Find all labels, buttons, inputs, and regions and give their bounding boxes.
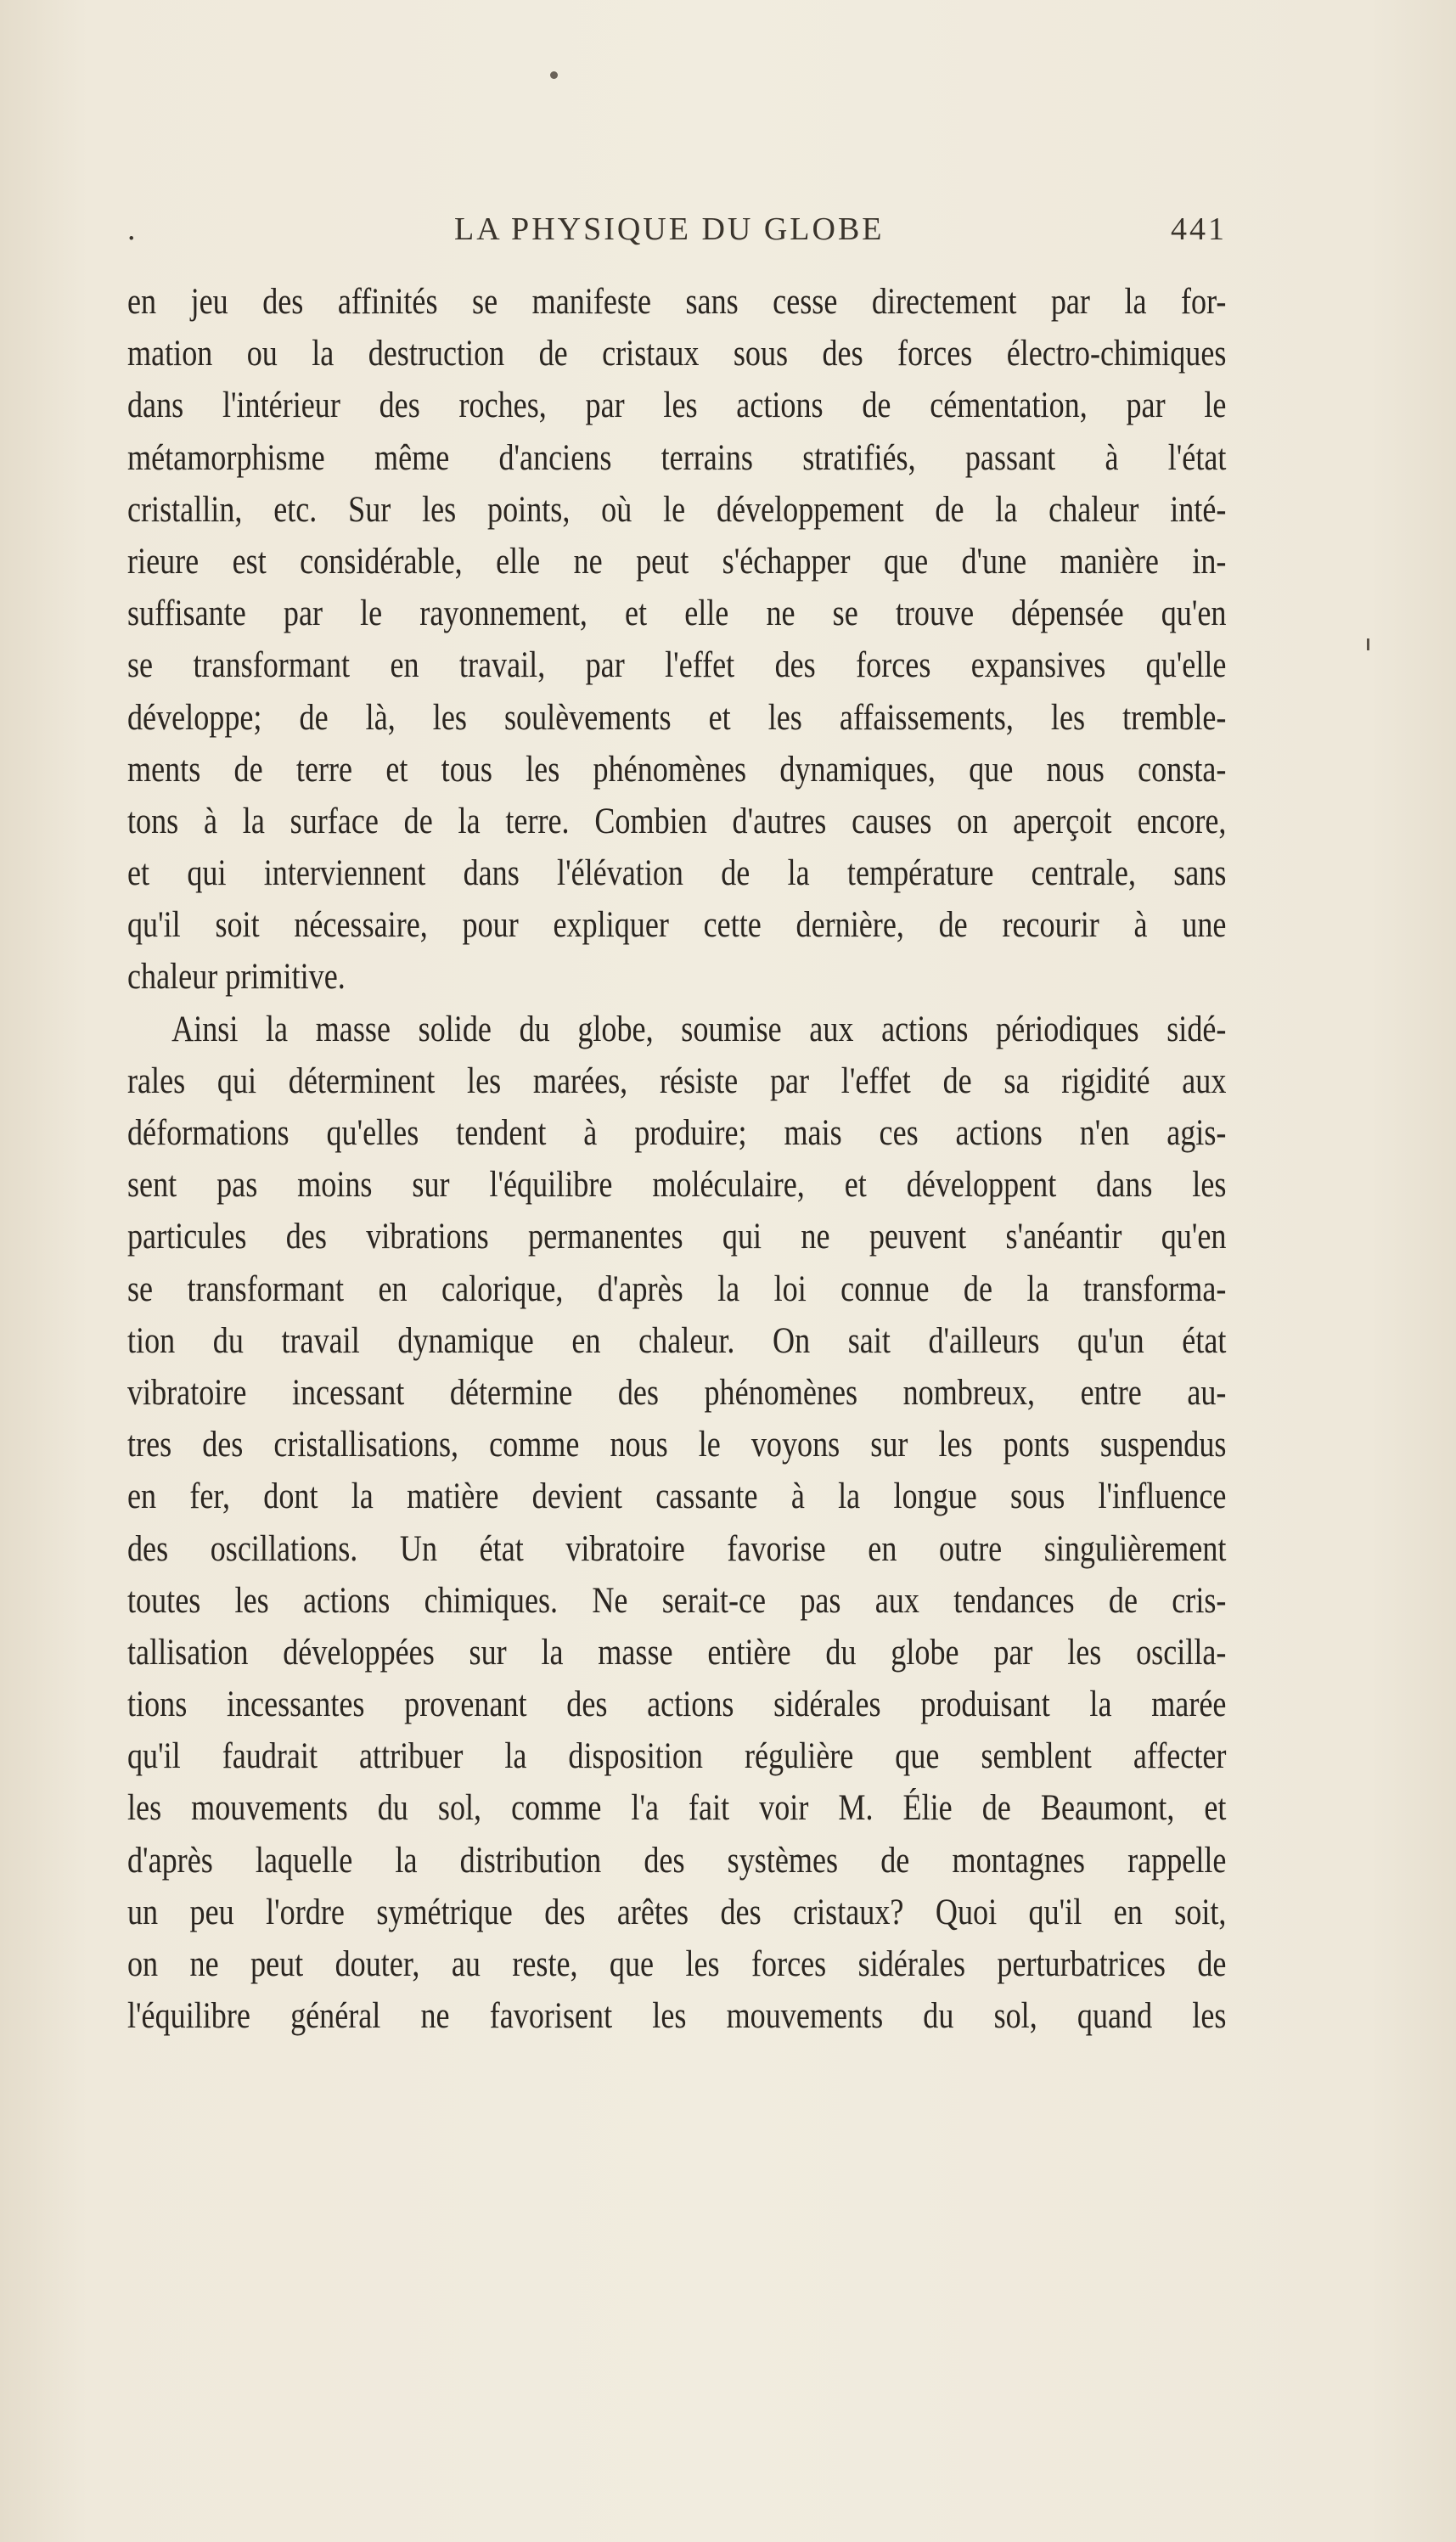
text-line: sent pas moins sur l'équilibre moléculaire, et développent dans les [127, 1165, 1227, 1206]
text-line: les mouvements du sol, comme l'a fait voir M. Élie de Beaumont, et [127, 1788, 1227, 1829]
header-dot: . [127, 211, 138, 247]
running-title: LA PHYSIQUE DU GLOBE [454, 211, 885, 247]
paragraph-end-line: chaleur primitive. [127, 957, 346, 998]
running-header [127, 211, 1227, 262]
text-line: en fer, dont la matière devient cassante à la longue sous l'influence [127, 1476, 1227, 1517]
text-line: rales qui déterminent les marées, résiste par l'effet de sa rigidité aux [127, 1060, 1227, 1101]
text-line: tion du travail dynamique en chaleur. On sait d'ailleurs qu'un état [127, 1320, 1227, 1361]
text-line: tallisation développées sur la masse entière du globe par les oscilla- [127, 1632, 1227, 1673]
text-line: cristallin, etc. Sur les points, où le développement de la chaleur inté- [127, 489, 1227, 530]
text-line: toutes les actions chimiques. Ne serait-ce pas aux tendances de cris- [127, 1580, 1227, 1621]
text-line: qu'il faudrait attribuer la disposition régulière que semblent affecter [127, 1736, 1227, 1777]
text-line: tions incessantes provenant des actions sidérales produisant la marée [127, 1684, 1227, 1725]
text-line: rieure est considérable, elle ne peut s'échapper que d'une manière in- [127, 541, 1227, 582]
text-line: tres des cristallisations, comme nous le voyons sur les ponts suspendus [127, 1425, 1227, 1465]
page-number: 441 [1171, 211, 1227, 247]
paragraph-start-line: Ainsi la masse solide du globe, soumise aux actions périodiques sidé- [171, 1009, 1227, 1049]
text-line: déformations qu'elles tendent à produire; mais ces actions n'en agis- [127, 1113, 1227, 1153]
text-line: on ne peut douter, au reste, que les forces sidérales perturbatrices de [127, 1944, 1227, 1984]
text-line: dans l'intérieur des roches, par les actions de cémentation, par le [127, 385, 1227, 426]
text-line: qu'il soit nécessaire, pour expliquer cette dernière, de recourir à une [127, 905, 1227, 946]
text-line: vibratoire incessant détermine des phénomènes nombreux, entre au- [127, 1372, 1227, 1413]
text-line: particules des vibrations permanentes qui ne peuvent s'anéantir qu'en [127, 1217, 1227, 1257]
text-line: l'équilibre général ne favorisent les mouvements du sol, quand les [127, 1996, 1227, 2037]
text-line: développe; de là, les soulèvements et les affaissements, les tremble- [127, 697, 1227, 738]
text-line: suffisante par le rayonnement, et elle ne se trouve dépensée qu'en [127, 593, 1227, 634]
text-line: mation ou la destruction de cristaux sous des forces électro-chimiques [127, 334, 1227, 374]
text-line: en jeu des affinités se manifeste sans cesse directement par la for- [127, 282, 1227, 322]
text-line: et qui interviennent dans l'élévation de la température centrale, sans [127, 853, 1227, 894]
text-line: se transformant en calorique, d'après la loi connue de la transforma- [127, 1268, 1227, 1309]
text-line: tons à la surface de la terre. Combien d'autres causes on aperçoit encore, [127, 801, 1227, 841]
text-line: des oscillations. Un état vibratoire favorise en outre singulièrement [127, 1528, 1227, 1569]
text-line: métamorphisme même d'anciens terrains stratifiés, passant à l'état [127, 437, 1227, 478]
text-line: se transformant en travail, par l'effet des forces expansives qu'elle [127, 645, 1227, 686]
margin-mark [1367, 638, 1369, 650]
ink-dot-mark [550, 71, 558, 79]
text-line: un peu l'ordre symétrique des arêtes des cristaux? Quoi qu'il en soit, [127, 1892, 1227, 1932]
text-line: d'après laquelle la distribution des systèmes de montagnes rappelle [127, 1840, 1227, 1881]
body-text [127, 276, 1227, 2042]
text-line: ments de terre et tous les phénomènes dynamiques, que nous consta- [127, 749, 1227, 790]
